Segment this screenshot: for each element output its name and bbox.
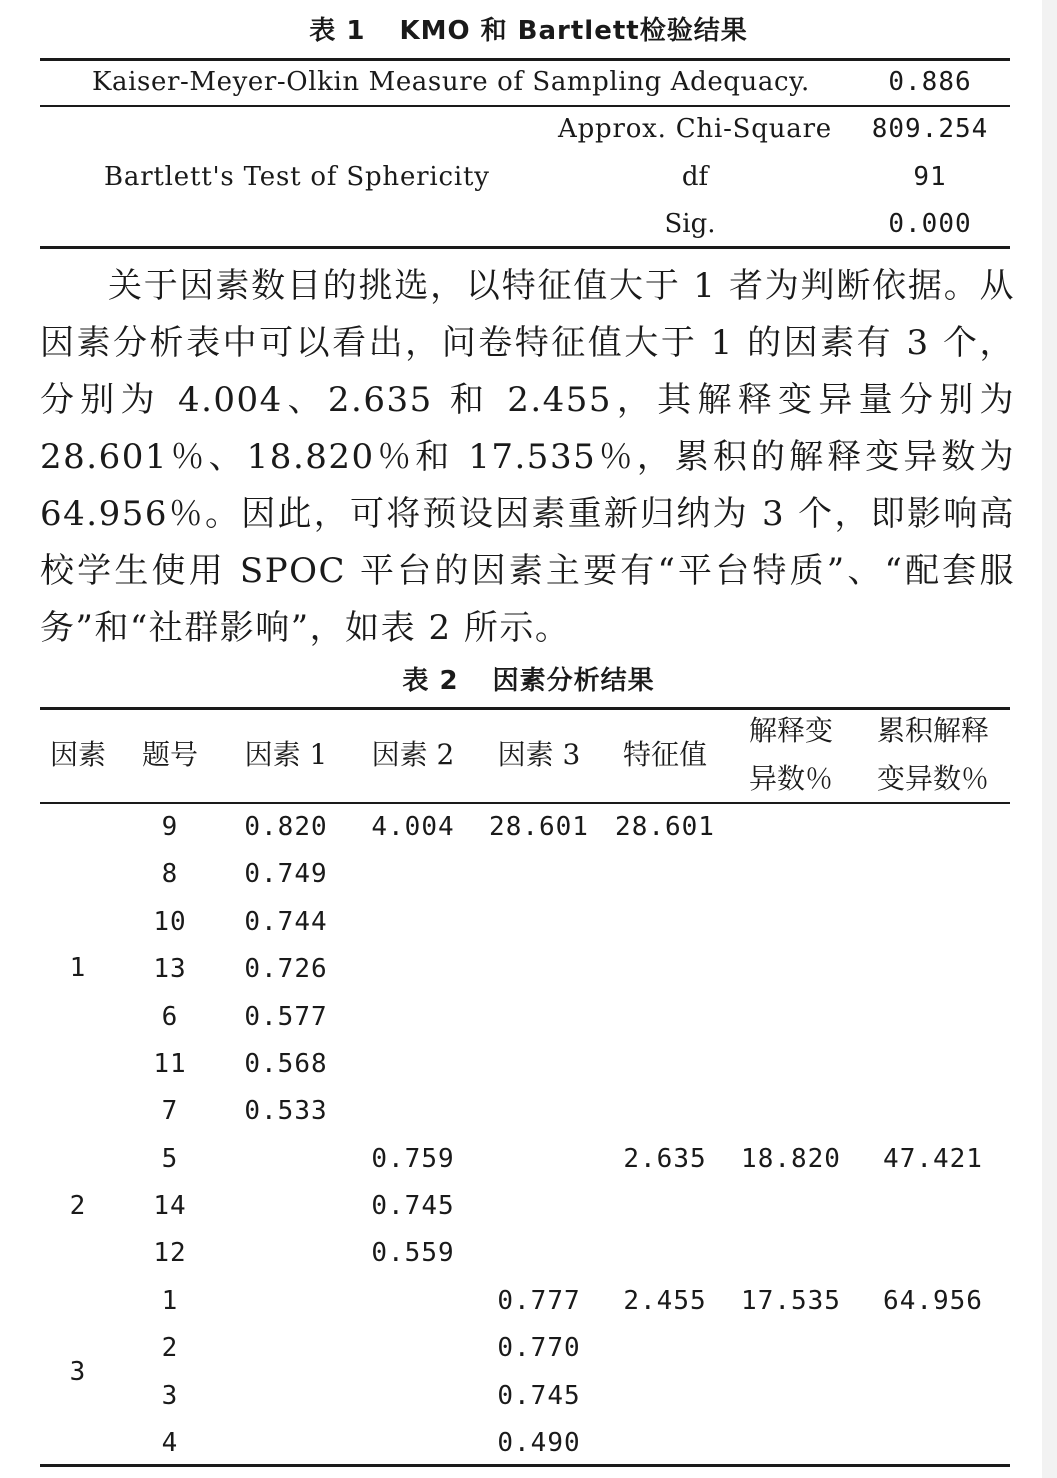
header-explained-line2: 异数％ — [748, 762, 834, 795]
header-factor: 因素 — [49, 738, 107, 771]
page-edge-shadow — [1042, 0, 1057, 1478]
item-number: 8 — [161, 859, 179, 889]
table2-header-rule — [40, 802, 1010, 804]
factor1-loading: 0.577 — [244, 1002, 328, 1032]
factor1-loading: 0.533 — [244, 1096, 328, 1126]
factor3-loading: 0.777 — [497, 1286, 581, 1316]
header-eigenvalue: 特征值 — [622, 738, 708, 771]
table2-caption-number: 表 2 — [402, 666, 459, 696]
table2-bottom-rule — [40, 1464, 1010, 1467]
table1-mid-rule — [40, 105, 1010, 107]
explained-variance: 18.820 — [741, 1144, 841, 1174]
header-explained-line1: 解释变 — [748, 714, 834, 747]
eigenvalue: 2.455 — [623, 1286, 707, 1316]
factor2-loading: 0.745 — [371, 1191, 455, 1221]
factor-group-label: 3 — [69, 1357, 87, 1387]
table2-caption — [0, 660, 1057, 697]
cumulative-variance: 64.956 — [883, 1286, 983, 1316]
factor3-loading: 28.601 — [489, 812, 589, 842]
item-number: 13 — [153, 954, 187, 984]
table2-top-rule — [40, 707, 1010, 710]
item-number: 4 — [161, 1428, 179, 1458]
item-number: 1 — [161, 1286, 179, 1316]
df-label: df — [681, 162, 709, 192]
factor1-loading: 0.726 — [244, 954, 328, 984]
item-number: 6 — [161, 1002, 179, 1032]
header-factor3: 因素 3 — [497, 738, 581, 771]
table1-caption — [0, 10, 1057, 47]
header-item: 题号 — [141, 738, 199, 771]
header-cumulative-line1: 累积解释 — [876, 714, 990, 747]
sig-label: Sig. — [664, 209, 716, 239]
item-number: 3 — [161, 1381, 179, 1411]
cumulative-variance: 47.421 — [883, 1144, 983, 1174]
factor3-loading: 0.490 — [497, 1428, 581, 1458]
bartlett-label: Bartlett's Test of Sphericity — [104, 162, 490, 192]
factor3-loading: 0.770 — [497, 1333, 581, 1363]
item-number: 9 — [161, 812, 179, 842]
item-number: 11 — [153, 1049, 187, 1079]
body-paragraph: 关于因素数目的挑选，以特征值大于 1 者为判断依据。从因素分析表中可以看出，问卷特征值大于 1 的因素有 3 个，分别为 4.004、2.635 和 2.455，其解释变异量分别为 28.601％、18.820％和 17.535％，累积的解释变异数为 64.956％。因此，可将预设因素重新归纳为 3 个，即影响高校学生使用 SPOC 平台的因素主要有“平台特质”、“配套服务”和“社群影响”，如表 2 所示。 — [40, 266, 1015, 648]
chi-square-label: Approx. Chi-Square — [558, 114, 832, 144]
item-number: 10 — [153, 907, 187, 937]
table1-caption-title: KMO 和 Bartlett检验结果 — [399, 16, 748, 46]
item-number: 12 — [153, 1238, 187, 1268]
factor1-loading: 0.744 — [244, 907, 328, 937]
explained-variance: 17.535 — [741, 1286, 841, 1316]
factor1-loading: 0.749 — [244, 859, 328, 889]
sig-value: 0.000 — [888, 209, 972, 239]
item-number: 2 — [161, 1333, 179, 1363]
table1-caption-number: 表 1 — [309, 16, 366, 46]
factor2-loading: 0.559 — [371, 1238, 455, 1268]
factor-group-label: 2 — [69, 1191, 87, 1221]
header-factor1: 因素 1 — [244, 738, 328, 771]
table2-caption-title: 因素分析结果 — [492, 666, 655, 696]
table1-bottom-rule — [40, 246, 1010, 249]
df-value: 91 — [913, 162, 947, 192]
header-cumulative-line2: 变异数％ — [876, 762, 990, 795]
eigenvalue: 28.601 — [615, 812, 715, 842]
factor1-loading: 0.568 — [244, 1049, 328, 1079]
chi-square-value: 809.254 — [871, 114, 989, 144]
factor2-loading: 4.004 — [371, 812, 455, 842]
item-number: 14 — [153, 1191, 187, 1221]
kmo-label: Kaiser-Meyer-Olkin Measure of Sampling Adequacy. — [92, 67, 810, 97]
factor3-loading: 0.745 — [497, 1381, 581, 1411]
table1-top-rule — [40, 58, 1010, 61]
header-factor2: 因素 2 — [371, 738, 455, 771]
factor2-loading: 0.759 — [371, 1144, 455, 1174]
factor-group-label: 1 — [69, 953, 87, 983]
item-number: 5 — [161, 1144, 179, 1174]
factor1-loading: 0.820 — [244, 812, 328, 842]
kmo-value: 0.886 — [888, 67, 972, 97]
eigenvalue: 2.635 — [623, 1144, 707, 1174]
item-number: 7 — [161, 1096, 179, 1126]
